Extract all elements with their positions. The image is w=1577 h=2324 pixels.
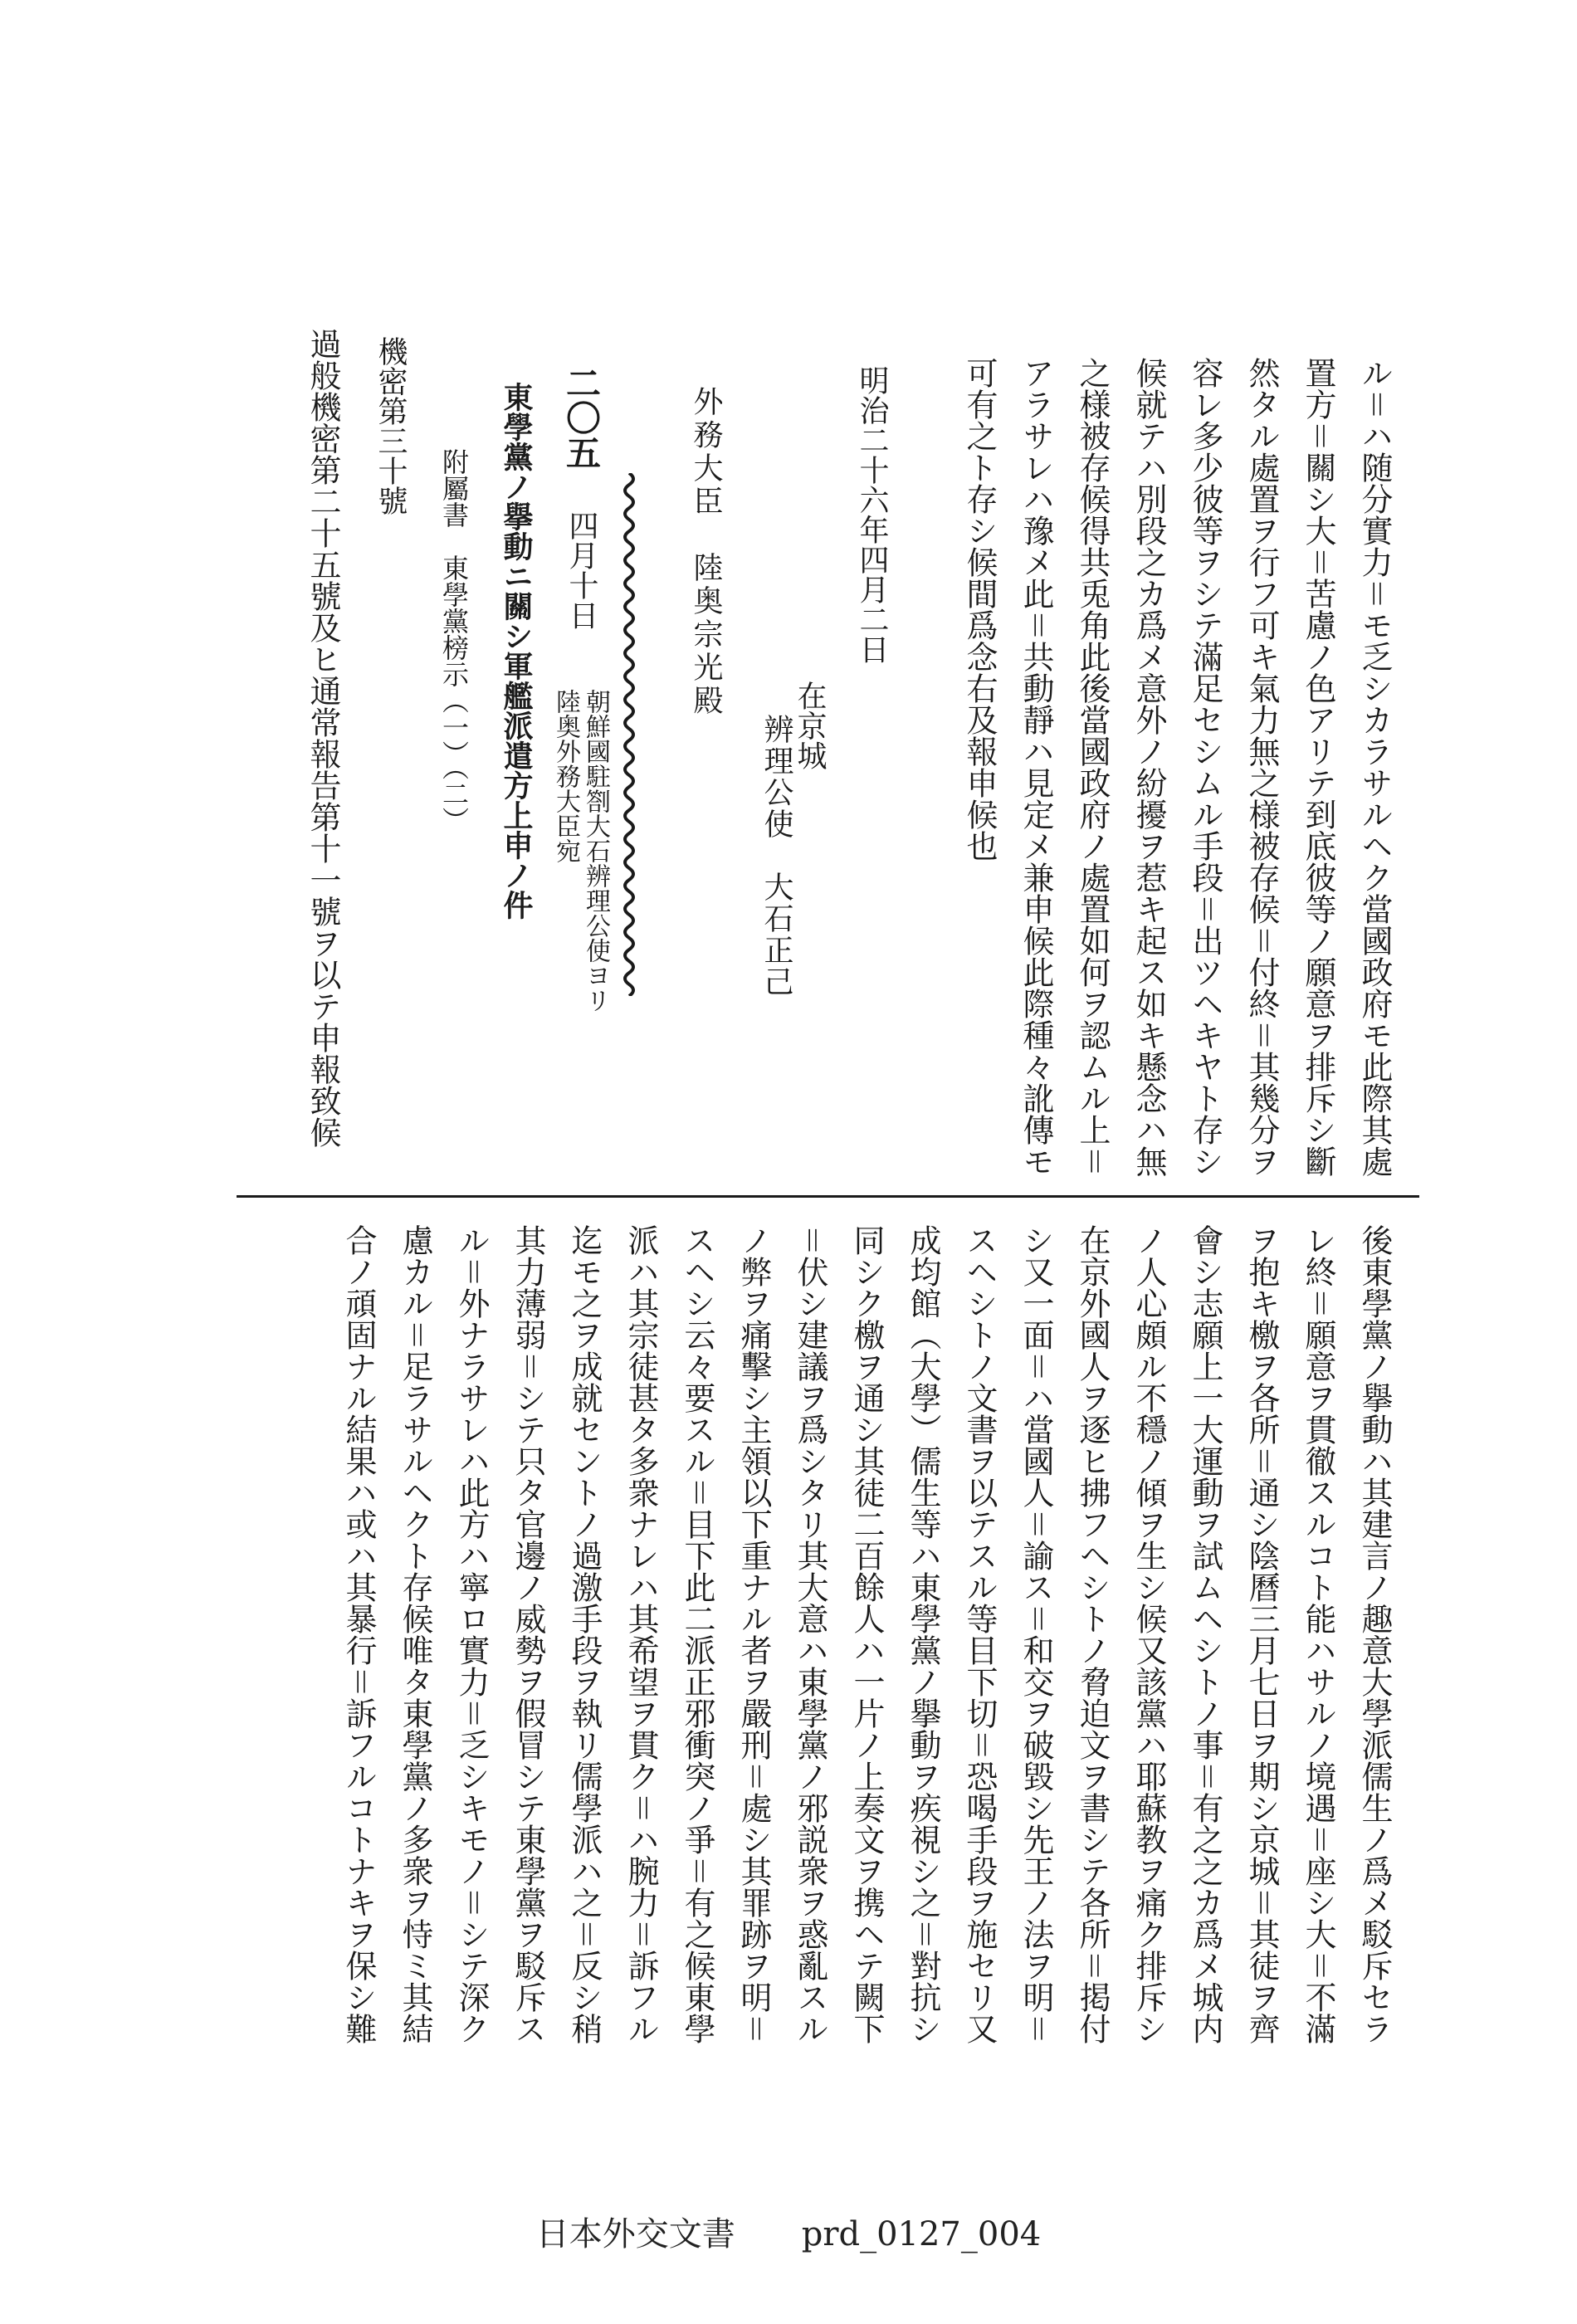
text-column: 在京外國人ヲ逐ヒ拂フヘシトノ脅迫文ヲ書シテ各所＝掲付 (1074, 1224, 1111, 2044)
text-column: 其力薄弱＝シテ只タ官邊ノ威勢ヲ假冒シテ東學黨ヲ駁斥ス (510, 1224, 546, 2044)
text-column: 後東學黨ノ擧動ハ其建言ノ趣意大學派儒生ノ爲メ駁斥セラ (1356, 1224, 1393, 2044)
letter-date: 明治二十六年四月二日 (855, 365, 889, 664)
text-column: 置方＝關シ大＝苦慮ノ色アリテ到底彼等ノ願意ヲ排斥シ斷 (1300, 357, 1336, 1177)
text-column: シ又一面＝ハ當國人＝諭ス＝和交ヲ破毀シ先王ノ法ヲ明＝ (1018, 1224, 1054, 2044)
sender-name: 辨理公使 大石正己 (759, 714, 793, 998)
text-column: 派ハ其宗徒甚タ多衆ナレハ其希望ヲ貫ク＝ハ腕力＝訴フル (622, 1224, 659, 2044)
route-line: 朝鮮國駐劄大石辨理公使ヨリ (581, 689, 610, 1013)
text-column: 同シク檄ヲ通シ其徒二百餘人ハ一片ノ上奏文ヲ携ヘテ闕下 (848, 1224, 885, 2044)
text-column: 容レ多少彼等ヲシテ滿足セシムル手段＝出ツヘキヤト存シ (1187, 357, 1223, 1177)
route-line: 陸奥外務大臣宛 (551, 689, 580, 863)
text-column: スヘシ云々要スル＝目下此二派正邪衝突ノ爭＝有之候東學 (679, 1224, 715, 2044)
text-column: スヘシトノ文書ヲ以テスル等目下切＝恐喝手段ヲ施セリ又 (961, 1224, 998, 2044)
text-column: ヲ抱キ檄ヲ各所＝通シ陰曆三月七日ヲ期シ京城＝其徒ヲ齊 (1243, 1224, 1280, 2044)
text-column: ル＝ハ随分實力＝モ乏シカラサルヘク當國政府モ此際其處 (1356, 357, 1393, 1177)
attachment-note: 附屬書 東學黨榜示（一）（二） (438, 448, 470, 833)
document-title: 東學黨ノ擧動ニ關シ軍艦派遣方上申ノ件 (499, 382, 534, 920)
sender-place: 在京城 (793, 681, 827, 770)
upper-body-text (951, 357, 1403, 1195)
text-column: 然タル處置ヲ行フ可キ氣力無之様被存候＝付終＝其幾分ヲ (1243, 357, 1280, 1177)
text-column: 慮カル＝足ラサルヘクト存候唯タ東學黨ノ多衆ヲ恃ミ其結 (397, 1224, 433, 2044)
document-number: 二〇五 (561, 365, 602, 470)
recipient-name: 外務大臣 陸奥宗光殿 (689, 386, 723, 718)
document-date: 四月十日 (564, 510, 598, 630)
text-column: 之様被存候得共兎角此後當國政府ノ處置如何ヲ認ムル上＝ (1074, 357, 1111, 1177)
horizontal-divider (237, 1195, 1419, 1198)
text-column: アラサレハ豫メ此＝共動靜ハ見定メ兼申候此際種々訛傳モ (1018, 357, 1054, 1177)
text-column: 迄モ之ヲ成就セントノ過激手段ヲ執リ儒學派ハ之＝反シ稍 (566, 1224, 603, 2044)
text-column: ル＝外ナラサレハ此方ハ寧ロ實力＝乏シキモノ＝シテ深ク (453, 1224, 490, 2044)
text-column: 候就テハ別段之カ爲メ意外ノ紛擾ヲ惹キ起ス如キ懸念ハ無 (1130, 357, 1167, 1177)
page-footer: 日本外交文書 prd_0127_004 (535, 2215, 1042, 2253)
text-column: 成均館（大學）儒生等ハ東學黨ノ擧動ヲ疾視シ之＝對抗シ (905, 1224, 941, 2044)
text-column: 合ノ頑固ナル結果ハ或ハ其暴行＝訴フルコトナキヲ保シ難 (340, 1224, 377, 2044)
text-column: 可有之ト存シ候間爲念右及報申候也 (961, 357, 998, 862)
document-route (550, 689, 610, 1038)
wavy-separator (619, 473, 639, 996)
lower-body-text (330, 1224, 1403, 2063)
text-column: 會シ志願上一大運動ヲ試ムヘシトノ事＝有之之カ爲メ城内 (1187, 1224, 1223, 2044)
reference-body: 過般機密第二十五號及ヒ通常報告第十一號ヲ以テ申報致候 (305, 328, 341, 1148)
text-column: レ終＝願意ヲ貫徹スルコト能ハサルノ境遇＝座シ大＝不滿 (1300, 1224, 1336, 2044)
text-column: ノ弊ヲ痛擊シ主領以下重ナル者ヲ嚴刑＝處シ其罪跡ヲ明＝ (735, 1224, 772, 2044)
reference-number: 機密第三十號 (374, 336, 408, 515)
text-column: ノ人心頗ル不穩ノ傾ヲ生シ候又該黨ハ耶蘇教ヲ痛ク排斥シ (1130, 1224, 1167, 2044)
text-column: ＝伏シ建議ヲ爲シタリ其大意ハ東學黨ノ邪説衆ヲ惑亂スル (792, 1224, 828, 2044)
